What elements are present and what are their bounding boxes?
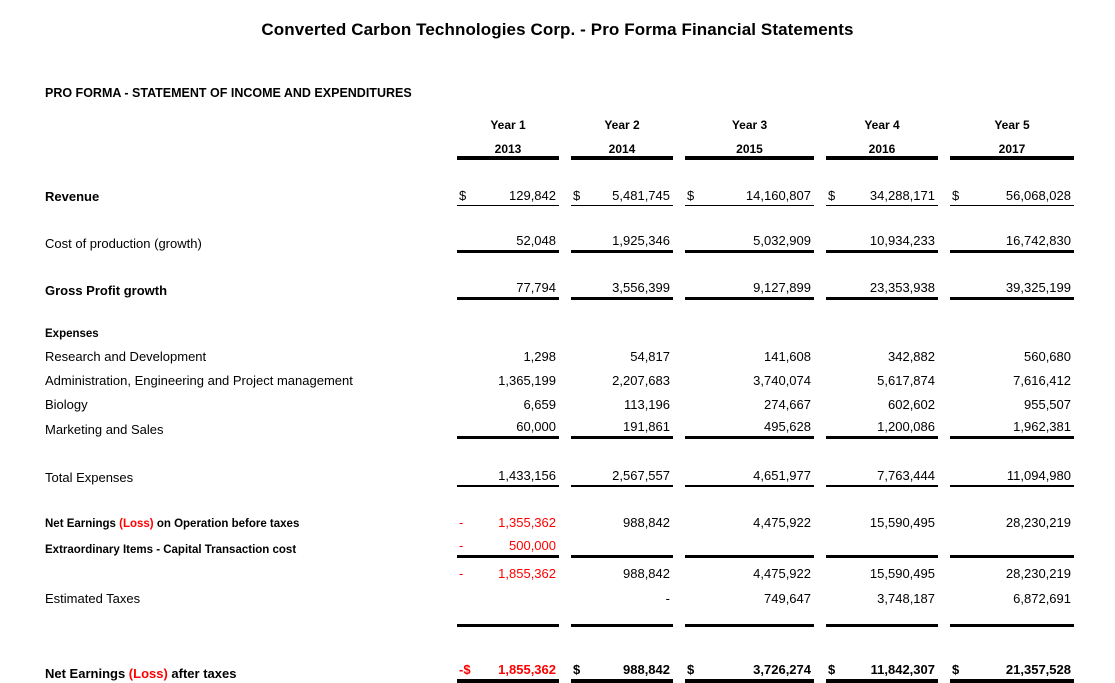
value: 988,842 bbox=[623, 662, 670, 677]
cost-year1-cell bbox=[457, 224, 559, 253]
final-year3-cell bbox=[685, 624, 814, 683]
value: 191,861 bbox=[623, 419, 670, 434]
col-header-2017: 2017 bbox=[950, 132, 1074, 160]
value: 21,357,528 bbox=[1005, 662, 1071, 677]
revenue-year4-cell bbox=[826, 178, 938, 206]
value: 129,842 bbox=[509, 188, 556, 203]
negative-sign: - bbox=[459, 566, 464, 581]
table-row-extraordinary-items bbox=[45, 532, 1074, 558]
table-row-net-earnings-after-taxes bbox=[45, 624, 1074, 683]
admin-year5-cell bbox=[950, 366, 1074, 390]
admin-year4-cell bbox=[826, 366, 938, 390]
dollar-sign: $ bbox=[459, 188, 467, 203]
value: 1,855,362 bbox=[498, 662, 556, 677]
value: 23,353,938 bbox=[869, 280, 935, 295]
gross-year3-cell bbox=[685, 271, 814, 300]
netbefore-year5-cell bbox=[950, 507, 1074, 532]
esttax-year3-cell bbox=[685, 583, 814, 608]
biology-year4-cell bbox=[826, 390, 938, 414]
row-label-estimated-taxes: Estimated Taxes bbox=[45, 591, 141, 606]
biology-year5-cell bbox=[950, 390, 1074, 414]
revenue-year1-cell bbox=[457, 178, 559, 206]
table-row-revenue bbox=[45, 178, 1074, 206]
col-header-year3: Year 3 bbox=[731, 118, 768, 132]
subtotal-year4-cell bbox=[826, 558, 938, 583]
table-row-total-expenses bbox=[45, 461, 1074, 487]
rnd-year5-cell bbox=[950, 342, 1074, 366]
value: 3,726,274 bbox=[753, 662, 811, 677]
table-row-estimated-taxes bbox=[45, 583, 1074, 608]
marketing-year3-cell bbox=[685, 414, 814, 439]
total-year2-cell bbox=[571, 461, 673, 487]
col-header-2014: 2014 bbox=[571, 132, 673, 160]
table-row-cost-of-production bbox=[45, 224, 1074, 253]
total-year3-cell bbox=[685, 461, 814, 487]
value: 34,288,171 bbox=[869, 188, 935, 203]
biology-year1-cell bbox=[457, 390, 559, 414]
subtotal-year1-cell bbox=[457, 558, 559, 583]
dollar-sign: $ bbox=[687, 662, 695, 677]
cost-year2-cell bbox=[571, 224, 673, 253]
value: 11,842,307 bbox=[870, 662, 935, 677]
table-row-administration bbox=[45, 366, 1074, 390]
value: 749,647 bbox=[764, 591, 811, 606]
table-row-calendar-years bbox=[45, 132, 1074, 160]
col-header-year4: Year 4 bbox=[864, 118, 900, 132]
netbefore-year4-cell bbox=[826, 507, 938, 532]
dollar-sign: $ bbox=[573, 188, 581, 203]
table-row-year-labels bbox=[45, 108, 1074, 132]
value: 113,196 bbox=[623, 397, 670, 412]
value: 1,298 bbox=[523, 349, 556, 364]
revenue-year2-cell bbox=[571, 178, 673, 206]
table-row-gross-profit bbox=[45, 271, 1074, 300]
table-row-expenses-header bbox=[45, 318, 1074, 342]
value: 39,325,199 bbox=[1005, 280, 1071, 295]
table-row-marketing-sales bbox=[45, 414, 1074, 439]
gross-year1-cell bbox=[457, 271, 559, 300]
row-label-net-earnings-before-taxes: Net Earnings (Loss) on Operation before taxes bbox=[45, 518, 300, 530]
rnd-year4-cell bbox=[826, 342, 938, 366]
table-row-net-earnings-before-taxes bbox=[45, 507, 1074, 532]
rnd-year2-cell bbox=[571, 342, 673, 366]
col-header-2013: 2013 bbox=[457, 132, 559, 160]
biology-year2-cell bbox=[571, 390, 673, 414]
value: 16,742,830 bbox=[1005, 233, 1071, 248]
row-label-net-earnings-after-taxes: Net Earnings (Loss) after taxes bbox=[45, 666, 237, 681]
final-year1-cell bbox=[457, 624, 559, 683]
gross-year5-cell bbox=[950, 271, 1074, 300]
dollar-sign: $ bbox=[952, 662, 960, 677]
value: 1,855,362 bbox=[498, 566, 556, 581]
value: 2,207,683 bbox=[612, 373, 670, 388]
esttax-year4-cell bbox=[826, 583, 938, 608]
dollar-sign: $ bbox=[687, 188, 695, 203]
value: 9,127,899 bbox=[753, 280, 811, 295]
value: 274,667 bbox=[764, 397, 811, 412]
biology-year3-cell bbox=[685, 390, 814, 414]
esttax-year1-cell bbox=[457, 583, 559, 608]
value: 5,617,874 bbox=[877, 373, 935, 388]
esttax-year5-cell bbox=[950, 583, 1074, 608]
dollar-sign: $ bbox=[828, 188, 836, 203]
value: 3,748,187 bbox=[877, 591, 935, 606]
cost-year5-cell bbox=[950, 224, 1074, 253]
col-header-year1: Year 1 bbox=[490, 118, 526, 132]
cost-year4-cell bbox=[826, 224, 938, 253]
value: 495,628 bbox=[764, 419, 811, 434]
value: 602,602 bbox=[888, 397, 935, 412]
value: 1,365,199 bbox=[498, 373, 556, 388]
extra-year1-cell bbox=[457, 532, 559, 558]
revenue-year3-cell bbox=[685, 178, 814, 206]
value: 28,230,219 bbox=[1005, 566, 1071, 581]
value: 7,616,412 bbox=[1013, 373, 1071, 388]
value: 5,032,909 bbox=[753, 233, 811, 248]
value: 6,659 bbox=[523, 397, 556, 412]
marketing-year1-cell bbox=[457, 414, 559, 439]
table-row-subtotal-before-taxes bbox=[45, 558, 1074, 583]
value: 1,962,381 bbox=[1013, 419, 1071, 434]
total-year4-cell bbox=[826, 461, 938, 487]
extra-year2-cell bbox=[571, 532, 673, 558]
zero-dash: - bbox=[665, 591, 670, 606]
total-year5-cell bbox=[950, 461, 1074, 487]
value: 1,925,346 bbox=[612, 233, 670, 248]
row-label-research-development: Research and Development bbox=[45, 349, 207, 364]
value: 54,817 bbox=[630, 349, 670, 364]
revenue-year5-cell bbox=[950, 178, 1074, 206]
col-header-2015: 2015 bbox=[685, 132, 814, 160]
row-label-revenue: Revenue bbox=[45, 189, 100, 204]
row-label-total-expenses: Total Expenses bbox=[45, 470, 134, 485]
document-title: Converted Carbon Technologies Corp. - Pro Forma Financial Statements bbox=[261, 20, 854, 39]
value: 56,068,028 bbox=[1005, 188, 1071, 203]
row-label-extraordinary-items: Extraordinary Items - Capital Transaction cost bbox=[45, 544, 297, 556]
value: 500,000 bbox=[509, 538, 556, 553]
negative-sign: - bbox=[459, 538, 464, 553]
final-year5-cell bbox=[950, 624, 1074, 683]
extra-year3-cell bbox=[685, 532, 814, 558]
value: 2,567,557 bbox=[612, 468, 670, 483]
value: 15,590,495 bbox=[869, 566, 935, 581]
value: 141,608 bbox=[764, 349, 811, 364]
row-label-marketing-sales: Marketing and Sales bbox=[45, 422, 164, 437]
esttax-year2-cell bbox=[571, 583, 673, 608]
empty-cell bbox=[45, 558, 445, 583]
netbefore-year3-cell bbox=[685, 507, 814, 532]
dollar-sign: $ bbox=[573, 662, 581, 677]
value: 955,507 bbox=[1024, 397, 1071, 412]
value: 4,475,922 bbox=[753, 566, 811, 581]
row-label-administration: Administration, Engineering and Project management bbox=[45, 373, 353, 388]
row-label-biology: Biology bbox=[45, 397, 88, 412]
row-label-cost-of-production: Cost of production (growth) bbox=[45, 236, 202, 251]
value: 560,680 bbox=[1024, 349, 1071, 364]
marketing-year4-cell bbox=[826, 414, 938, 439]
value: 60,000 bbox=[516, 419, 556, 434]
value: 1,433,156 bbox=[498, 468, 556, 483]
value: 15,590,495 bbox=[869, 515, 935, 530]
extra-year4-cell bbox=[826, 532, 938, 558]
value: 28,230,219 bbox=[1005, 515, 1071, 530]
empty-cell bbox=[45, 108, 445, 132]
value: 1,355,362 bbox=[498, 515, 556, 530]
extra-year5-cell bbox=[950, 532, 1074, 558]
subtotal-year2-cell bbox=[571, 558, 673, 583]
value: 77,794 bbox=[516, 280, 556, 295]
admin-year3-cell bbox=[685, 366, 814, 390]
row-label-expenses: Expenses bbox=[45, 328, 99, 340]
value: 52,048 bbox=[516, 233, 556, 248]
value: 14,160,807 bbox=[745, 188, 811, 203]
col-header-year2: Year 2 bbox=[604, 118, 640, 132]
admin-year2-cell bbox=[571, 366, 673, 390]
rnd-year1-cell bbox=[457, 342, 559, 366]
subtotal-year5-cell bbox=[950, 558, 1074, 583]
value: 7,763,444 bbox=[877, 468, 935, 483]
col-header-year5: Year 5 bbox=[994, 118, 1030, 132]
marketing-year2-cell bbox=[571, 414, 673, 439]
subtotal-year3-cell bbox=[685, 558, 814, 583]
table-row-research-development bbox=[45, 342, 1074, 366]
value: 3,740,074 bbox=[753, 373, 811, 388]
cost-year3-cell bbox=[685, 224, 814, 253]
netbefore-year2-cell bbox=[571, 507, 673, 532]
value: 11,094,980 bbox=[1006, 468, 1071, 483]
section-header: PRO FORMA - STATEMENT OF INCOME AND EXPENDITURES bbox=[45, 86, 412, 100]
value: 3,556,399 bbox=[612, 280, 670, 295]
value: 4,475,922 bbox=[753, 515, 811, 530]
marketing-year5-cell bbox=[950, 414, 1074, 439]
income-statement-table bbox=[33, 108, 1086, 683]
value: 342,882 bbox=[888, 349, 935, 364]
dollar-sign: $ bbox=[828, 662, 836, 677]
netbefore-year1-cell bbox=[457, 507, 559, 532]
loss-text: (Loss) bbox=[128, 666, 168, 681]
admin-year1-cell bbox=[457, 366, 559, 390]
value: 6,872,691 bbox=[1013, 591, 1071, 606]
rnd-year3-cell bbox=[685, 342, 814, 366]
total-year1-cell bbox=[457, 461, 559, 487]
value: 10,934,233 bbox=[869, 233, 935, 248]
value: 4,651,977 bbox=[753, 468, 811, 483]
gross-year2-cell bbox=[571, 271, 673, 300]
empty-cell bbox=[45, 132, 445, 160]
loss-text: (Loss) bbox=[119, 518, 154, 530]
dollar-sign: $ bbox=[952, 188, 960, 203]
row-label-gross-profit: Gross Profit growth bbox=[45, 283, 168, 298]
value: 1,200,086 bbox=[877, 419, 935, 434]
table-row-biology bbox=[45, 390, 1074, 414]
col-header-2016: 2016 bbox=[826, 132, 938, 160]
value: 988,842 bbox=[623, 515, 670, 530]
final-year4-cell bbox=[826, 624, 938, 683]
negative-dollar-sign: -$ bbox=[459, 662, 471, 677]
value: 5,481,745 bbox=[612, 188, 670, 203]
final-year2-cell bbox=[571, 624, 673, 683]
gross-year4-cell bbox=[826, 271, 938, 300]
negative-sign: - bbox=[459, 515, 464, 530]
value: 988,842 bbox=[623, 566, 670, 581]
